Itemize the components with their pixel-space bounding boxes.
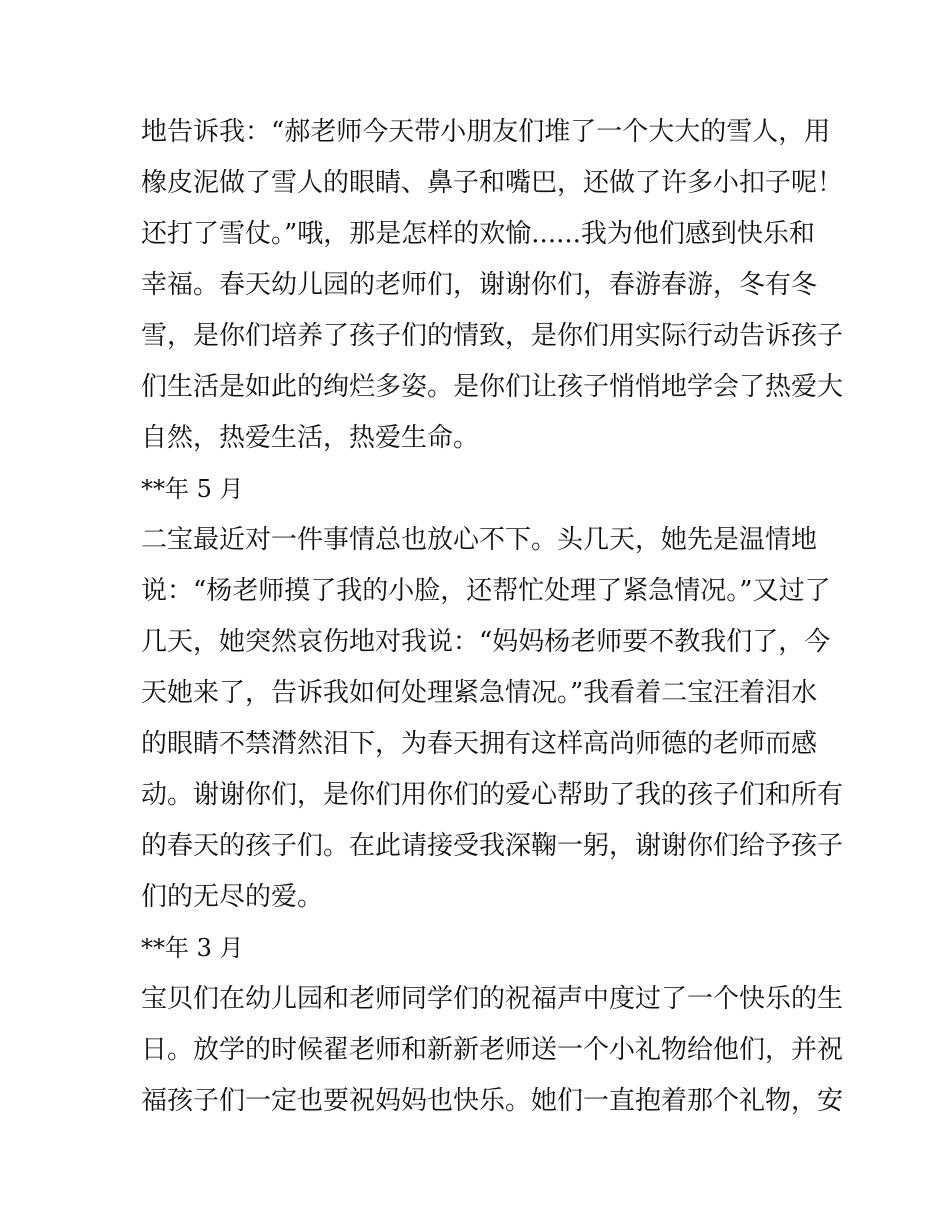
text-line: 幸福。春天幼儿园的老师们，谢谢你们，春游春游，冬有冬 xyxy=(141,270,818,300)
text-line: 们的无尽的爱。 xyxy=(141,882,324,912)
date-heading: **年 3 月 xyxy=(141,934,244,962)
text-line: 橡皮泥做了雪人的眼睛、鼻子和嘴巴，还做了许多小扣子呢！ xyxy=(141,168,844,198)
text-line: 还打了雪仗。”哦，那是怎样的欢愉......我为他们感到快乐和 xyxy=(141,219,815,249)
text-line: 雪，是你们培养了孩子们的情致，是你们用实际行动告诉孩子 xyxy=(141,321,844,351)
date-heading: **年 5 月 xyxy=(141,475,244,503)
text-line: 们生活是如此的绚烂多姿。是你们让孩子悄悄地学会了热爱大 xyxy=(141,372,844,402)
text-line: 日。放学的时候翟老师和新新老师送一个小礼物给他们，并祝 xyxy=(141,1035,844,1065)
document-body xyxy=(141,107,844,1127)
text-line: 福孩子们一定也要祝妈妈也快乐。她们一直抱着那个礼物，安 xyxy=(141,1086,844,1116)
text-line: 说：“杨老师摸了我的小脸，还帮忙处理了紧急情况。”又过了 xyxy=(141,576,831,606)
text-line: 地告诉我：“郝老师今天带小朋友们堆了一个大大的雪人，用 xyxy=(141,117,831,147)
text-line: 的眼睛不禁潸然泪下，为春天拥有这样高尚师德的老师而感 xyxy=(141,729,818,759)
text-line: 的春天的孩子们。在此请接受我深鞠一躬，谢谢你们给予孩子 xyxy=(141,831,844,861)
text-line: 宝贝们在幼儿园和老师同学们的祝福声中度过了一个快乐的生 xyxy=(141,984,844,1014)
text-line: 二宝最近对一件事情总也放心不下。头几天，她先是温情地 xyxy=(141,525,818,555)
text-line: 几天，她突然哀伤地对我说：“妈妈杨老师要不教我们了，今 xyxy=(141,627,831,657)
text-line: 动。谢谢你们，是你们用你们的爱心帮助了我的孩子们和所有 xyxy=(141,780,844,810)
text-line: 自然，热爱生活，热爱生命。 xyxy=(141,423,480,453)
text-line: 天她来了，告诉我如何处理紧急情况。”我看着二宝汪着泪水 xyxy=(141,678,818,708)
